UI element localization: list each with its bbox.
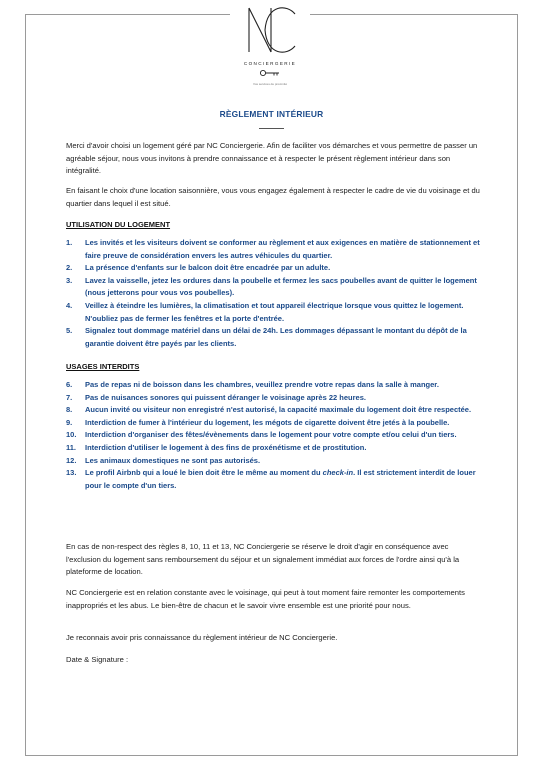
rules-list-utilisation [66, 237, 486, 350]
intro-paragraph-2: En faisant le choix d'une location saisonnière, vous vous engagez également à respecter le cadre de vie du voisinage et du quartier dans lequel il est situé. [66, 186, 480, 208]
brand-tagline: Vos services de proximité [252, 82, 287, 86]
list-item [66, 237, 486, 262]
item-number: 1. [66, 238, 73, 247]
brand-name: CONCIERGERIE [243, 61, 297, 66]
list-item [66, 379, 486, 392]
item-text: Pas de nuisances sonores qui puissent déranger le voisinage après 22 heures. [85, 392, 366, 402]
closing-paragraph-1: En cas de non-respect des règles 8, 10, 11 et 13, NC Conciergerie se réserve le droit d'agir en conséquence avec l'exclusion du logement sans remboursement du séjour et un signalement immédiat aux forces de l'ordre ainsi qu'à la plateforme de location. [66, 542, 460, 577]
item-number: 10. [66, 430, 77, 440]
item-number: 6. [66, 380, 73, 389]
item-number: 3. [66, 275, 73, 285]
list-item [66, 455, 486, 468]
list-item [66, 429, 486, 442]
list-item [66, 404, 486, 417]
item-text: Veillez à éteindre les lumières, la climatisation et tout appareil électrique lorsque vous quittez le logement. N'oubliez pas de fermer les fenêtres et la porte d'entrée. [85, 300, 464, 323]
item-number: 12. [66, 455, 77, 465]
item-number: 7. [66, 392, 73, 402]
item-number: 4. [66, 300, 73, 310]
item-text: Les animaux domestiques ne sont pas autorisés. [85, 455, 261, 465]
item-text: Aucun invité ou visiteur non enregistré n'est autorisé, la capacité maximale du logement doit être respectée. [85, 405, 472, 415]
rules-list-usages-interdits [66, 379, 486, 492]
list-item [66, 417, 486, 430]
item-text: Pas de repas ni de boisson dans les chambres, veuillez prendre votre repas dans la salle à manger. [85, 380, 439, 389]
date-signature-label: Date & Signature : [66, 655, 129, 664]
list-item [66, 392, 486, 405]
item-text: Interdiction de fumer à l'intérieur du logement, les mégots de cigarette doivent être jetés à la poubelle. [85, 417, 450, 427]
page-title: RÈGLEMENT INTÉRIEUR [219, 109, 324, 119]
item-text-emphasis: check-in [322, 468, 354, 478]
item-text: Lavez la vaisselle, jetez les ordures dans la poubelle et fermez les sacs poubelles avant de quitter le logement (nous jetterons pour vous vos poubelles). [85, 275, 477, 298]
list-item [66, 275, 486, 300]
item-text: Interdiction d'utiliser le logement à des fins de proxénétisme et de prostitution. [85, 442, 367, 452]
item-text: La présence d'enfants sur le balcon doit être encadrée par un adulte. [85, 263, 331, 273]
section-heading-utilisation: UTILISATION DU LOGEMENT [66, 220, 171, 229]
section-heading-usages-interdits: USAGES INTERDITS [66, 362, 140, 371]
list-item [66, 442, 486, 455]
list-item [66, 262, 486, 275]
item-text: Interdiction d'organiser des fêtes/évènements dans le logement pour votre compte et/ou celui d'un tiers. [85, 430, 457, 440]
item-text: Signalez tout dommage matériel dans un délai de 24h. Les dommages dépassant le montant du dépôt de la garantie doivent être payés par les clients. [85, 326, 467, 348]
brand-logo [230, 0, 310, 108]
item-number: 13. [66, 468, 77, 478]
item-text: Les invités et les visiteurs doivent se conformer au règlement et aux exigences en matière de stationnement et faire preuve de considération envers les autres véhicules du quartier. [85, 238, 480, 260]
item-text: Le profil Airbnb qui a loué le bien doit être le même au moment du [85, 468, 323, 478]
item-text: . Il est strictement interdit de louer pour le compte d'un tiers. [85, 468, 476, 490]
title-divider [259, 128, 284, 129]
closing-paragraph-3: Je reconnais avoir pris connaissance du règlement intérieur de NC Conciergerie. [66, 633, 338, 642]
intro-paragraph-1: Merci d'avoir choisi un logement géré par NC Conciergerie. Afin de faciliter vos démarches et vous permettre de passer un agréable séjour, nous vous invitons à prendre connaissance et à respecter le présent règlement intérieur dans son intégralité. [66, 141, 478, 176]
item-number: 2. [66, 263, 73, 273]
item-number: 9. [66, 417, 73, 427]
list-item [66, 325, 486, 350]
nc-monogram-icon [237, 0, 303, 60]
closing-paragraph-2: NC Conciergerie est en relation constante avec le voisinage, qui peut à tout moment faire remonter les comportements inappropriés et les abus. Le bien-être de chacun et le savoir vivre ensemble est une priorité pour nous. [66, 588, 465, 610]
item-number: 11. [66, 442, 77, 452]
item-number: 8. [66, 405, 73, 415]
list-item [66, 467, 486, 492]
list-item [66, 300, 486, 325]
key-icon [259, 69, 281, 77]
item-number: 5. [66, 326, 73, 336]
